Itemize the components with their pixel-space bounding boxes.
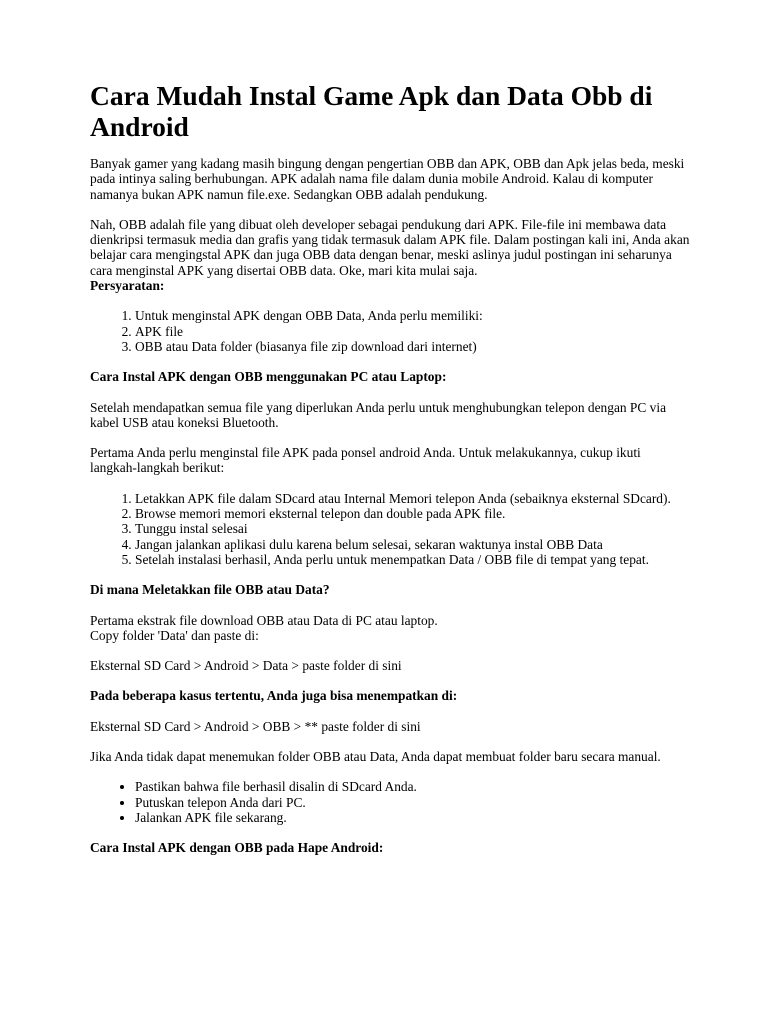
- requirements-heading: Persyaratan:: [90, 278, 165, 294]
- install-step: 4. Jangan jalankan aplikasi dulu karena belum selesai, sekaran waktunya instal OBB Data: [135, 537, 690, 552]
- requirements-list: [90, 308, 690, 354]
- document-body: [90, 80, 690, 871]
- final-step-item: • Putuskan telepon Anda dari PC.: [135, 795, 690, 810]
- pc-install-heading: Cara Instal APK dengan OBB menggunakan PC atau Laptop:: [90, 369, 447, 385]
- requirements-item: 3. OBB atau Data folder (biasanya file zip download dari internet): [135, 339, 690, 354]
- install-step: 3. Tunggu instal selesai: [135, 521, 690, 536]
- pc-paragraph-2: Pertama Anda perlu menginstal file APK pada ponsel android Anda. Untuk melakukannya, cukup ikuti langkah-langkah berikut:: [90, 445, 641, 476]
- manual-folder-paragraph: Jika Anda tidak dapat menemukan folder OBB atau Data, Anda dapat membuat folder baru secara manual.: [90, 749, 661, 765]
- install-step: 1. Letakkan APK file dalam SDcard atau Internal Memori telepon Anda (sebaiknya eksternal SDcard).: [135, 491, 690, 506]
- install-steps-list: [90, 491, 690, 567]
- final-step-item: • Jalankan APK file sekarang.: [135, 810, 690, 825]
- install-step: 2. Browse memori memori eksternal telepon dan double pada APK file.: [135, 506, 690, 521]
- document-title: Cara Mudah Instal Game Apk dan Data Obb di Android: [90, 80, 653, 142]
- intro-paragraph-2: Nah, OBB adalah file yang dibuat oleh developer sebagai pendukung dari APK. File-file ini membawa data dienkripsi termasuk media dan grafis yang tidak termasuk dalam APK file. Dalam postingan kali ini, Anda akan belajar cara mengingstal APK dan juga OBB data dengan benar, meski aslinya judul postingan ini seharunya cara menginstal APK yang disertai OBB data. Oke, mari kita mulai saja.: [90, 216, 690, 278]
- pc-paragraph-1: Setelah mendapatkan semua file yang diperlukan Anda perlu untuk menghubungkan telepon dengan PC via kabel USB atau koneksi Bluetooth.: [90, 399, 667, 430]
- final-step-item: • Pastikan bahwa file berhasil disalin di SDcard Anda.: [135, 779, 690, 794]
- install-step: 5. Setelah instalasi berhasil, Anda perlu untuk menempatkan Data / OBB file di tempat yang tepat.: [135, 552, 690, 567]
- android-install-heading: Cara Instal APK dengan OBB pada Hape Android:: [90, 840, 384, 856]
- requirements-item: 1. Untuk menginstal APK dengan OBB Data, Anda perlu memiliki:: [135, 308, 690, 323]
- requirements-item: 2. APK file: [135, 324, 690, 339]
- obb-location-heading: Di mana Meletakkan file OBB atau Data?: [90, 582, 330, 598]
- final-steps-list: [90, 779, 690, 825]
- obb-location-line-2: Copy folder 'Data' dan paste di:: [90, 627, 259, 643]
- obb-folder-path: Eksternal SD Card > Android > OBB > ** paste folder di sini: [90, 718, 421, 734]
- data-folder-path: Eksternal SD Card > Android > Data > paste folder di sini: [90, 658, 402, 674]
- obb-location-line-1: Pertama ekstrak file download OBB atau Data di PC atau laptop.: [90, 612, 438, 628]
- alternative-location-heading: Pada beberapa kasus tertentu, Anda juga bisa menempatkan di:: [90, 688, 458, 704]
- intro-paragraph-1: Banyak gamer yang kadang masih bingung dengan pengertian OBB dan APK, OBB dan Apk jelas beda, meski pada intinya saling berhubungan. APK adalah nama file dalam dunia mobile Android. Kalau di komputer namanya bukan APK namun file.exe. Sedangkan OBB adalah pendukung.: [90, 156, 685, 202]
